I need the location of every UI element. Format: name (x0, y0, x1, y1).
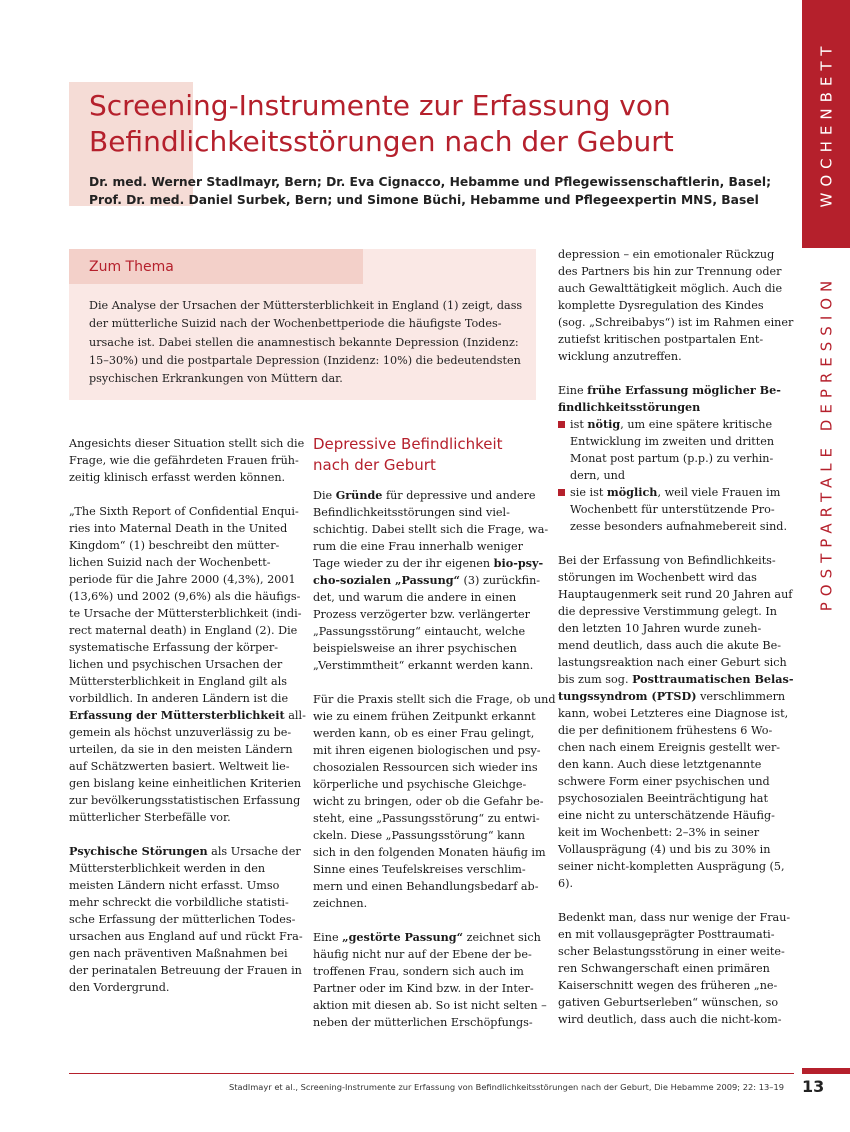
abstract-line: Die Analyse der Ursachen der Müttersterblichkeit in England (1) zeigt, dass (89, 299, 523, 312)
text-line: den letzten 10 Jahren wurde zuneh- (558, 622, 762, 635)
text-line: rect maternal death) in England (2). Die (69, 624, 298, 637)
paragraph (558, 382, 781, 416)
bullet-item (558, 484, 788, 535)
text-line: zutiefst kritischen postpartalen Ent- (558, 333, 764, 346)
text-line: dern, und (570, 469, 626, 482)
text-fragment: als Ursache der (207, 845, 301, 858)
text-line: systematische Erfassung der körper- (69, 641, 279, 654)
text-line: Kingdom“ (1) beschreibt den mütter- (69, 539, 280, 552)
text-fragment: für depressive und andere (382, 489, 536, 502)
text-line: mit ihren eigenen biologischen und psy- (313, 744, 541, 757)
square-bullet-icon (558, 489, 565, 496)
topic-label: POSTPARTALE DEPRESSION (817, 274, 836, 612)
text-line (570, 484, 781, 501)
text-line (313, 572, 541, 589)
text-line: (sog. „Schreibabys“) ist im Rahmen einer (558, 316, 794, 329)
text-line: Bedenkt man, dass nur wenige der Frau- (558, 911, 791, 924)
text-line: meisten Ländern nicht erfasst. Umso (69, 879, 280, 892)
text-line: den Vordergrund. (69, 981, 170, 994)
text-line: wird deutlich, dass auch die nicht-kom- (558, 1013, 782, 1026)
text-line: Befindlichkeitsstörungen sind viel- (313, 506, 510, 519)
abstract-heading: Zum Thema (89, 259, 174, 275)
paragraph (69, 435, 305, 486)
text-line: zur bevölkerungsstatistischen Erfassung (69, 794, 301, 807)
text-fragment: ist (570, 418, 588, 431)
text-line: Partner oder im Kind bzw. in der Inter- (313, 982, 534, 995)
text-line: sich in den folgenden Monaten häufig im (313, 846, 546, 859)
footer-citation: Stadlmayr et al., Screening-Instrumente zur Erfassung von Befindlichkeitsstörungen nach der Geburt, Die Hebamme 2009; 22: 13–19 (229, 1082, 784, 1092)
text-line: auf Schätzwerten basiert. Weltweit lie- (69, 760, 290, 773)
text-line: urteilen, da sie in den meisten Ländern (69, 743, 293, 756)
bold-term: „gestörte Passung“ (342, 930, 464, 944)
body-column-3 (558, 246, 794, 1028)
author-line: Dr. med. Werner Stadlmayr, Bern; Dr. Eva Cignacco, Hebamme und Pflegewissenschaftlerin, Basel; (89, 175, 772, 189)
text-line: wicklung anzutreffen. (558, 350, 682, 363)
text-line: schwere Form einer psychischen und (558, 775, 770, 788)
text-line: Angesichts dieser Situation stellt sich die (69, 437, 305, 450)
text-line: neben der mütterlichen Erschöpfungs- (313, 1016, 533, 1029)
text-line (69, 843, 301, 860)
text-line: vorbildlich. In anderen Ländern ist die (69, 692, 289, 705)
text-fragment: Eine (313, 931, 343, 944)
text-line: Bei der Erfassung von Befindlichkeits- (558, 554, 776, 567)
text-line: periode für die Jahre 2000 (4,3%), 2001 (69, 573, 296, 586)
text-line: aktion mit diesen ab. So ist nicht selten – (313, 999, 547, 1012)
paragraph (558, 246, 794, 365)
bold-term: Gründe (335, 488, 383, 502)
text-line: ursachen aus England auf und rückt Fra- (69, 930, 303, 943)
text-fragment: zeichnet sich (463, 931, 541, 944)
text-fragment: (3) zurückfin- (459, 574, 541, 587)
section-heading (313, 434, 543, 476)
bullet-item (558, 416, 781, 484)
text-fragment: verschlimmern (696, 690, 786, 703)
text-fragment: bis zum sog. (558, 673, 633, 686)
abstract-line: der mütterliche Suizid nach der Wochenbettperiode die häufigste Todes- (89, 317, 502, 331)
text-line: Müttersterblichkeit werden in den (69, 862, 266, 875)
text-line: wie zu einem frühen Zeitpunkt erkannt (313, 710, 536, 723)
text-line: der perinatalen Betreuung der Frauen in (69, 964, 302, 977)
text-line: zeitig klinisch erfasst werden können. (69, 471, 286, 484)
text-line (558, 688, 786, 705)
bold-term: Psychische Störungen (69, 844, 208, 858)
text-line: Vollausprägung (4) und bis zu 30% in (558, 843, 771, 856)
text-line: mend deutlich, dass auch die akute Be- (558, 639, 782, 652)
text-line: mern und einen Behandlungsbedarf ab- (313, 880, 539, 893)
text-line: werden kann, ob es einer Frau gelingt, (313, 727, 535, 740)
paragraph (313, 929, 547, 1031)
text-line: gen nach präventiven Maßnahmen bei (69, 947, 288, 960)
text-line: mehr schreckt die vorbildliche statisti- (69, 896, 289, 909)
bold-term: möglich (606, 485, 658, 499)
text-line: wicht zu bringen, oder ob die Gefahr be- (313, 795, 544, 808)
body-column-2 (313, 487, 556, 1031)
bold-term: bio-psy- (493, 556, 544, 570)
text-line: häufig nicht nur auf der Ebene der be- (313, 948, 532, 961)
text-line: keit im Wochenbett: 2–3% in seiner (558, 826, 760, 839)
text-line: depression – ein emotionaler Rückzug (558, 248, 775, 261)
paragraph (558, 552, 794, 892)
paragraph (69, 843, 303, 996)
text-line: zesse besonders aufnahmebereit sind. (570, 520, 788, 533)
title-line: Befindlichkeitsstörungen nach der Geburt (89, 125, 674, 158)
paragraph (69, 503, 306, 826)
text-line: kann, wobei Letzteres eine Diagnose ist, (558, 707, 789, 720)
text-line: „Passungsstörung“ eintaucht, welche (313, 625, 526, 638)
abstract-text (89, 297, 521, 388)
text-line: (13,6%) und 2002 (9,6%) als die häufigs- (69, 590, 301, 603)
text-line: Kaiserschnitt wegen des früheren „ne- (558, 979, 778, 992)
bold-term: Posttraumatischen Belas- (632, 672, 794, 686)
text-line: eine nicht zu unterschätzende Häufig- (558, 809, 775, 822)
text-line: chen nach einem Ereignis gestellt wer- (558, 741, 781, 754)
text-line: ries into Maternal Death in the United (69, 522, 288, 535)
text-line: ckeln. Diese „Passungsstörung“ kann (313, 829, 525, 842)
text-line: ren Schwangerschaft einen primären (558, 962, 770, 975)
article-title (89, 88, 789, 160)
text-line: Hauptaugenmerk seit rund 20 Jahren auf (558, 588, 793, 601)
text-line: auch Gewalttätigkeit möglich. Auch die (558, 282, 783, 295)
body-column-1 (69, 435, 306, 996)
text-line: beispielsweise an ihrer psychischen (313, 642, 517, 655)
text-fragment: Tage wieder zu der ihr eigenen (313, 557, 494, 570)
text-line: störungen im Wochenbett wird das (558, 571, 757, 584)
section-label: WOCHENBETT (817, 40, 836, 208)
text-fragment: Die (313, 489, 336, 502)
text-fragment: , weil viele Frauen im (657, 486, 781, 499)
text-line: Prozess verzögerter bzw. verlängerter (313, 608, 530, 621)
author-line: Prof. Dr. med. Daniel Surbek, Bern; und Simone Büchi, Hebamme und Pflegeexpertin MNS, Basel (89, 193, 759, 207)
text-line: schichtig. Dabei stellt sich die Frage, wa- (313, 523, 549, 536)
title-line: Screening-Instrumente zur Erfassung von (89, 89, 671, 122)
text-line: mütterlicher Sterbefälle vor. (69, 811, 231, 824)
text-line: gemein als höchst unzuverlässig zu be- (69, 726, 292, 739)
section-tab-wochenbett (802, 0, 850, 248)
text-line: Monat post partum (p.p.) zu verhin- (570, 452, 774, 465)
text-line: „Verstimmtheit“ erkannt werden kann. (313, 659, 534, 672)
text-line: Wochenbett für unterstützende Pro- (570, 503, 775, 516)
text-line: psychosozialen Beeinträchtigung hat (558, 792, 768, 805)
text-line: Sinne eines Teufelskreises verschlim- (313, 863, 526, 876)
abstract-box (69, 249, 536, 400)
text-line: Entwicklung im zweiten und dritten (570, 435, 775, 448)
text-line: det, und warum die andere in einen (313, 591, 517, 604)
text-fragment: Eine (558, 384, 588, 397)
bold-term: findlichkeitsstörungen (558, 400, 701, 414)
square-bullet-icon (558, 421, 565, 428)
text-line: „The Sixth Report of Confidential Enqui- (69, 505, 299, 518)
text-line: die depressive Verstimmung gelegt. In (558, 605, 777, 618)
bold-term: frühe Erfassung möglicher Be- (587, 383, 781, 397)
page-number: 13 (802, 1077, 825, 1096)
page-number-bar (802, 1068, 850, 1074)
text-line: den kann. Auch diese letztgenannte (558, 758, 762, 771)
text-line: en mit vollausgeprägter Posttraumati- (558, 928, 775, 941)
text-line: 6). (558, 877, 574, 890)
text-fragment: all- (284, 709, 306, 722)
text-line: lastungsreaktion nach einer Geburt sich (558, 656, 787, 669)
text-line: komplette Dysregulation des Kindes (558, 299, 764, 312)
text-line (558, 382, 781, 399)
paragraph (313, 691, 556, 912)
text-line: gen bislang keine einheitlichen Kriterien (69, 777, 302, 790)
author-list (89, 173, 789, 209)
text-line (558, 671, 794, 688)
heading-line: Depressive Befindlichkeit (313, 435, 503, 453)
paragraph (313, 487, 549, 674)
text-line: steht, eine „Passungsstörung“ zu entwi- (313, 812, 540, 825)
text-line: rum die eine Frau innerhalb weniger (313, 540, 523, 553)
text-fragment: sie ist (570, 486, 607, 499)
bold-term: nötig (587, 417, 621, 431)
bold-term: cho-sozialen „Passung“ (313, 573, 460, 587)
text-line: lichen Suizid nach der Wochenbett- (69, 556, 271, 569)
abstract-line: psychischen Erkrankungen von Müttern dar. (89, 372, 343, 386)
text-line: gativen Geburtserleben“ wünschen, so (558, 996, 779, 1009)
text-line: Für die Praxis stellt sich die Frage, ob und (313, 693, 556, 706)
text-line: seiner nicht-kompletten Ausprägung (5, (558, 860, 785, 873)
text-line: zeichnen. (313, 897, 368, 910)
section-tab-postpartale-depression (802, 258, 850, 628)
text-line: Frage, wie die gefährdeten Frauen früh- (69, 454, 299, 467)
abstract-line: ursache ist. Dabei stellen die anamnestisch bekannte Depression (Inzidenz: (89, 335, 519, 349)
text-line (69, 707, 306, 724)
text-line (313, 555, 544, 572)
text-line: die per definitionem frühestens 6 Wo- (558, 724, 773, 737)
text-line (313, 929, 541, 946)
text-line (558, 399, 781, 416)
text-line: des Partners bis hin zur Trennung oder (558, 265, 782, 278)
footer-rule (69, 1073, 794, 1074)
text-line (570, 416, 781, 433)
text-fragment: , um eine spätere kritische (620, 418, 773, 431)
abstract-line: 15–30%) und die postpartale Depression (Inzidenz: 10%) die bedeutendsten (89, 353, 521, 367)
text-line (313, 487, 536, 504)
text-line: te Ursache der Müttersterblichkeit (indi- (69, 607, 302, 620)
text-line: chosozialen Ressourcen sich wieder ins (313, 761, 538, 774)
text-line: troffenen Frau, sondern sich auch im (313, 965, 524, 978)
heading-line: nach der Geburt (313, 456, 436, 474)
bold-term: tungssyndrom (PTSD) (558, 689, 697, 703)
text-line: Müttersterblichkeit in England gilt als (69, 675, 288, 688)
text-line: körperliche und psychische Gleichge- (313, 778, 527, 791)
text-line: scher Belastungsstörung in einer weite- (558, 945, 785, 958)
text-line: lichen und psychischen Ursachen der (69, 658, 283, 671)
text-line: sche Erfassung der mütterlichen Todes- (69, 913, 296, 926)
bold-term: Erfassung der Müttersterblichkeit (69, 708, 285, 722)
paragraph (558, 909, 791, 1028)
